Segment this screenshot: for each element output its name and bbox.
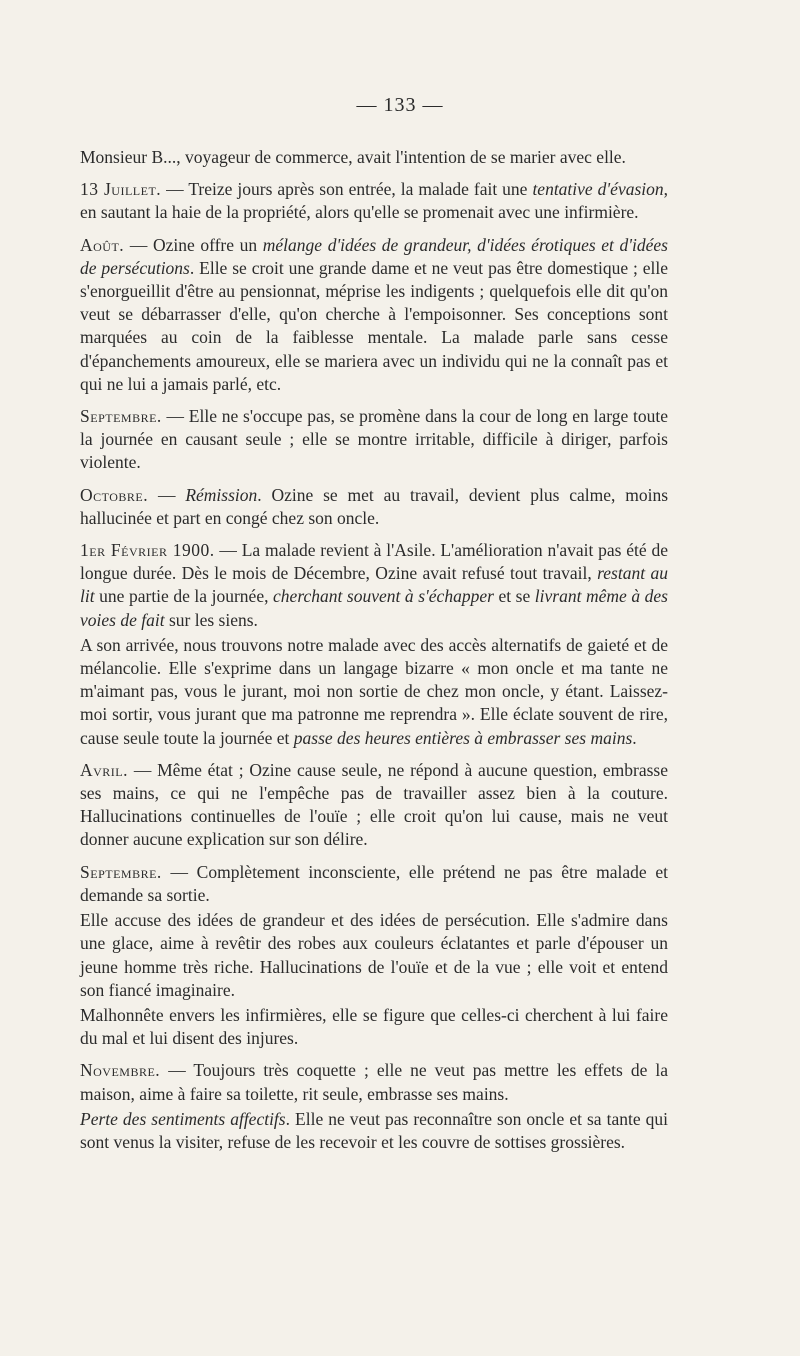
paragraph: Septembre. — Elle ne s'occupe pas, se promène dans la cour de long en large toute la journée en causant seule ; elle se montre irritable, difficile à diriger, parfois violente. <box>80 406 668 473</box>
paragraph: Septembre. — Complètement inconsciente, elle prétend ne pas être malade et demande sa sortie. <box>80 861 668 905</box>
paragraph: Elle accuse des idées de grandeur et des idées de persécution. Elle s'admire dans une glace, aime à revêtir des robes aux couleurs éclatantes et parle d'épouser un jeune homme très riche. Hallucinations de l'ouïe et de la vue ; elle voit et entend son fiancé imaginaire. <box>80 910 668 1000</box>
paragraph: Août. — Ozine offre un mélange d'idées de grandeur, d'idées érotiques et d'idées de persécutions. Elle se croit une grande dame et ne veut pas être domestique ; elle s'enorgueillit d'être au pensionnat, méprise les indigents ; quelquefois elle dit qu'on veut se débarrasser d'elle, qu'on cherche à l'empoisonner. Ses conceptions sont marquées au coin de la faiblesse mentale. La malade parle sans cesse d'épanchements amoureux, elle se mariera avec un individu qui ne la connaît pas et qui ne lui a jamais parlé, etc. <box>80 234 668 394</box>
paragraph: Monsieur B..., voyageur de commerce, avait l'intention de se marier avec elle. <box>80 147 626 167</box>
date-heading: Septembre. <box>80 406 162 427</box>
paragraph: Octobre. — Rémission. Ozine se met au travail, devient plus calme, moins hallucinée et part en congé chez son oncle. <box>80 484 669 528</box>
date-heading: Octobre. <box>80 484 149 505</box>
body-text <box>80 146 668 1163</box>
date-heading: Septembre. <box>80 861 162 882</box>
paragraph: Perte des sentiments affectifs. Elle ne veut pas reconnaître son oncle et sa tante qui sont venus la visiter, refuse de les recevoir et les couvre de sottises grossières. <box>80 1108 669 1152</box>
paragraph: 13 Juillet. — Treize jours après son entrée, la malade fait une tentative d'évasion, en sautant la haie de la propriété, alors qu'elle se promenait avec une infirmière. <box>80 179 669 223</box>
paragraph: Novembre. — Toujours très coquette ; elle ne veut pas mettre les effets de la maison, aime à faire sa toilette, rit seule, embrasse ses mains. <box>80 1060 668 1104</box>
date-heading: Août. <box>80 234 125 255</box>
paragraph: Avril. — Même état ; Ozine cause seule, ne répond à aucune question, embrasse ses mains, ce qui ne l'empêche pas de travailler assez bien à la couture. Hallucinations continuelles de l'ouïe ; elle croit qu'on lui cause, mais ne veut donner aucune explication sur son délire. <box>80 759 668 850</box>
paragraph: A son arrivée, nous trouvons notre malade avec des accès alternatifs de gaieté et de mélancolie. Elle s'exprime dans un langage bizarre « mon oncle et ma tante ne m'aimant pas, vous le jurant, moi non sortie de chez mon oncle, y étant. Laissez-moi sortir, vous jurant que ma patronne me reprendra ». Elle éclate souvent de rire, cause seule toute la journée et passe des heures entières à embrasser ses mains. <box>80 634 668 748</box>
date-heading: 13 Juillet. <box>80 179 162 200</box>
paragraph: Malhonnête envers les infirmières, elle se figure que celles-ci cherchent à lui faire du mal et lui disent des injures. <box>80 1004 668 1049</box>
date-heading: Novembre. <box>80 1060 161 1081</box>
date-heading: Avril. <box>80 759 129 780</box>
page-number: — 133 — <box>356 94 444 116</box>
date-heading: 1er Février 1900. <box>80 540 215 561</box>
paragraph: 1er Février 1900. — La malade revient à l'Asile. L'amélioration n'avait pas été de longue durée. Dès le mois de Décembre, Ozine avait refusé tout travail, restant au lit une partie de la journée, cherchant souvent à s'échapper et se livrant même à des voies de fait sur les siens. <box>80 540 668 630</box>
